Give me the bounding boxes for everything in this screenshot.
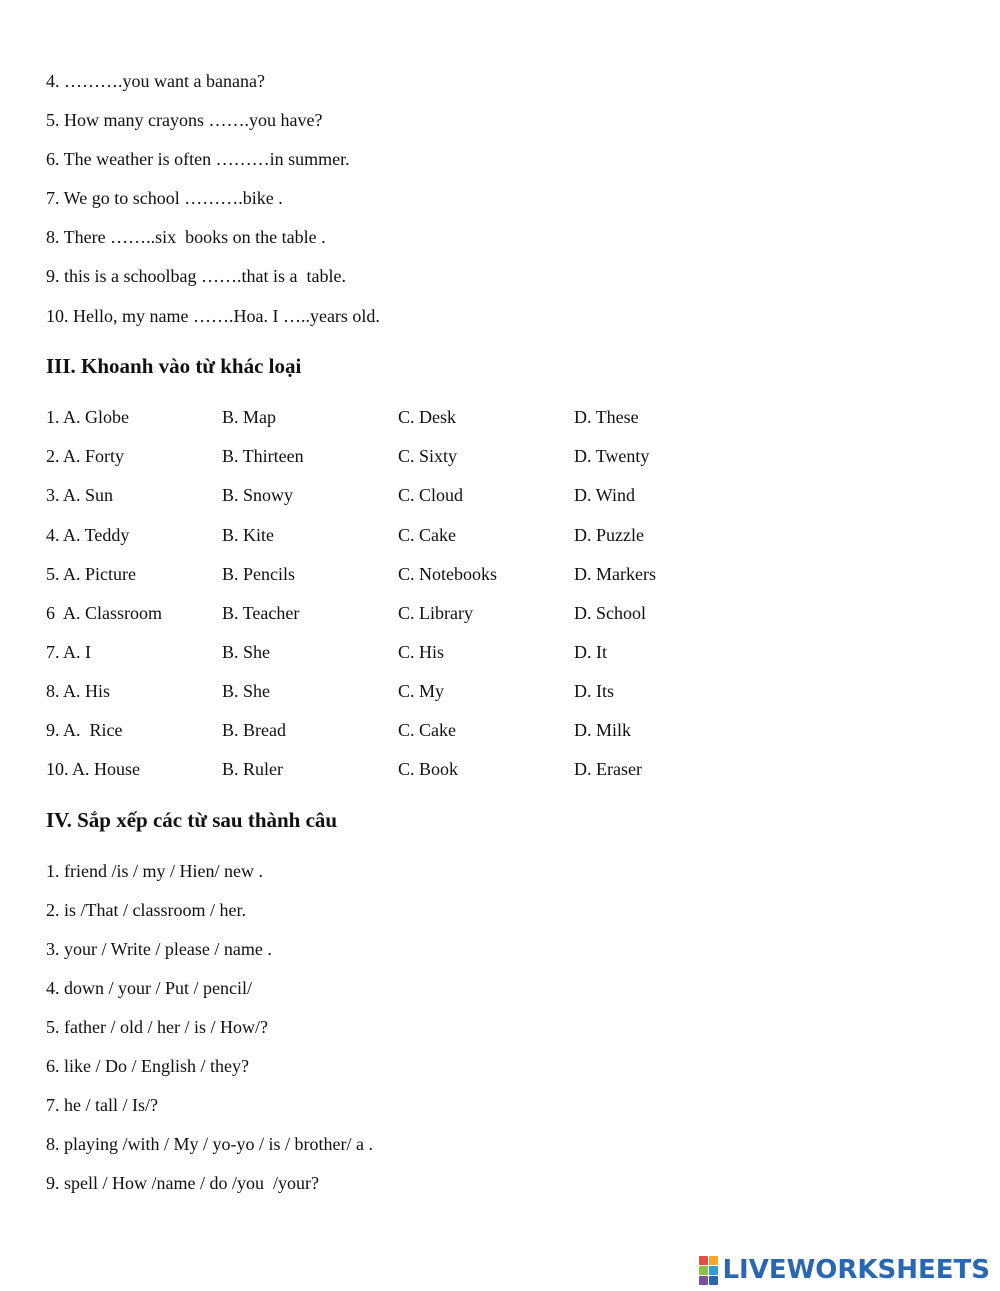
option-c: C. Cake <box>398 720 456 740</box>
option-c: C. Cloud <box>398 485 464 505</box>
option-b: B. Ruler <box>222 759 283 779</box>
option-c: C. My <box>398 681 445 701</box>
option-d: D. Puzzle <box>574 525 644 545</box>
option-a: 8. A. His <box>46 681 111 701</box>
option-c: C. Library <box>398 603 473 623</box>
logo-text: LIVEWORKSHEETS <box>722 1255 990 1285</box>
logo-block <box>699 1256 708 1265</box>
sentence-item: 4. down / your / Put / pencil/ <box>46 978 252 998</box>
option-a: 1. A. Globe <box>46 407 129 427</box>
option-a: 6 A. Classroom <box>46 603 163 623</box>
option-a: 5. A. Picture <box>46 564 136 584</box>
question-item: 8. There ……..six books on the table . <box>46 227 326 247</box>
option-c: C. Cake <box>398 525 456 545</box>
sentence-item: 1. friend /is / my / Hien/ new . <box>46 861 263 881</box>
sentence-item: 6. like / Do / English / they? <box>46 1056 249 1076</box>
option-d: D. Milk <box>574 720 632 740</box>
option-a: 3. A. Sun <box>46 485 114 505</box>
option-a: 2. A. Forty <box>46 446 125 466</box>
section3-title: III. Khoanh vào từ khác loại <box>46 354 302 378</box>
sentence-item: 3. your / Write / please / name . <box>46 939 272 959</box>
option-b: B. Bread <box>222 720 286 740</box>
section4-title: IV. Sắp xếp các từ sau thành câu <box>46 808 338 832</box>
option-a: 10. A. House <box>46 759 140 779</box>
sentence-item: 5. father / old / her / is / How/? <box>46 1017 268 1037</box>
question-item: 10. Hello, my name …….Hoa. I …..years old. <box>46 306 380 326</box>
option-c: C. Book <box>398 759 459 779</box>
liveworksheets-logo[interactable] <box>699 1256 990 1284</box>
option-d: D. Wind <box>574 485 635 505</box>
logo-block <box>709 1276 718 1285</box>
option-d: D. It <box>574 642 607 662</box>
option-b: B. She <box>222 681 271 701</box>
logo-block <box>699 1276 708 1285</box>
option-b: B. Teacher <box>222 603 300 623</box>
logo-block <box>699 1266 708 1275</box>
sentence-item: 2. is /That / classroom / her. <box>46 900 246 920</box>
question-item: 5. How many crayons …….you have? <box>46 110 323 130</box>
question-item: 6. The weather is often ………in summer. <box>46 149 350 169</box>
question-item: 7. We go to school ……….bike . <box>46 188 283 208</box>
option-d: D. Eraser <box>574 759 642 779</box>
option-b: B. Map <box>222 407 276 427</box>
option-a: 7. A. I <box>46 642 91 662</box>
option-d: D. Markers <box>574 564 656 584</box>
option-d: D. Its <box>574 681 614 701</box>
option-b: B. Pencils <box>222 564 296 584</box>
sentence-item: 9. spell / How /name / do /you /your? <box>46 1173 319 1193</box>
option-a: 4. A. Teddy <box>46 525 130 545</box>
question-item: 9. this is a schoolbag …….that is a table. <box>46 266 346 286</box>
logo-block <box>709 1266 718 1275</box>
sentence-item: 8. playing /with / My / yo-yo / is / brother/ a . <box>46 1134 373 1154</box>
option-b: B. Thirteen <box>222 446 304 466</box>
option-c: C. His <box>398 642 445 662</box>
logo-block <box>709 1256 718 1265</box>
option-c: C. Sixty <box>398 446 458 466</box>
option-a: 9. A. Rice <box>46 720 123 740</box>
option-b: B. She <box>222 642 271 662</box>
logo-blocks-icon <box>699 1256 718 1285</box>
option-b: B. Kite <box>222 525 274 545</box>
option-c: C. Notebooks <box>398 564 497 584</box>
option-b: B. Snowy <box>222 485 294 505</box>
question-item: 4. ……….you want a banana? <box>46 71 265 91</box>
option-c: C. Desk <box>398 407 456 427</box>
sentence-item: 7. he / tall / Is/? <box>46 1095 158 1115</box>
option-d: D. These <box>574 407 639 427</box>
option-d: D. School <box>574 603 646 623</box>
option-d: D. Twenty <box>574 446 650 466</box>
